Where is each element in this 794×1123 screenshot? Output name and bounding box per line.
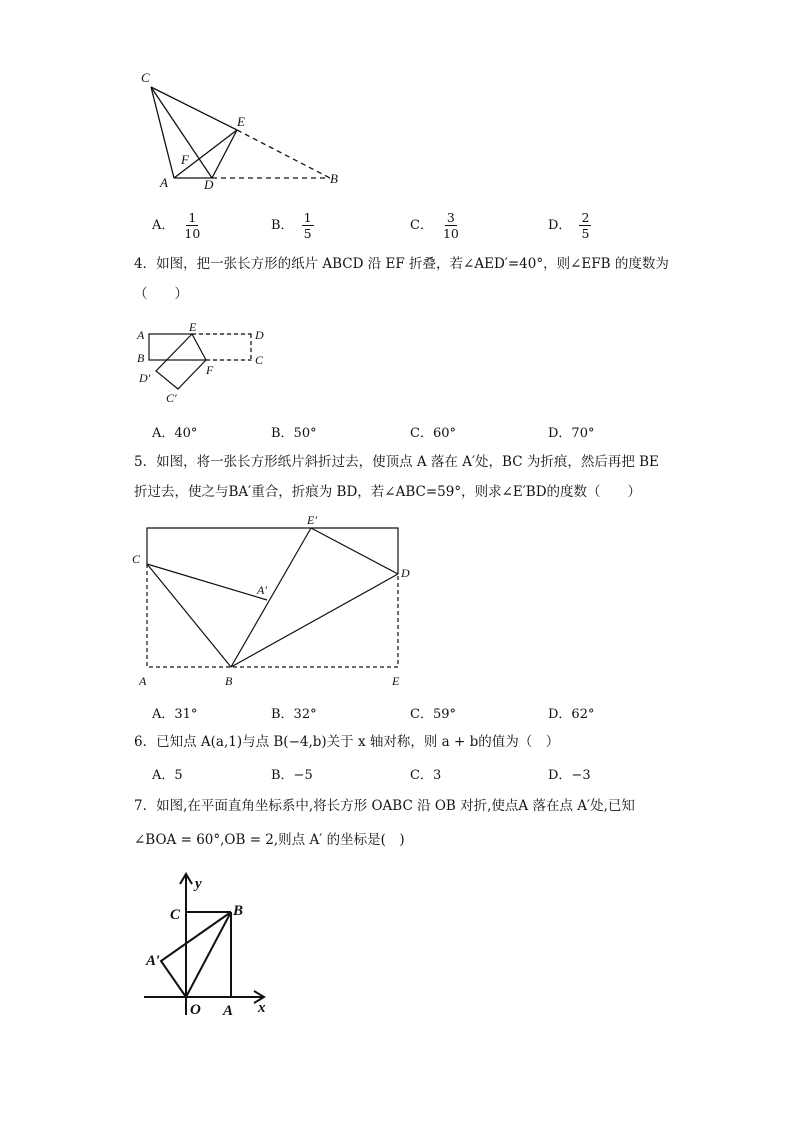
figure-q7: [138, 870, 278, 1020]
fraction: $\frac{3}{10}$: [442, 210, 459, 241]
label-E: E: [392, 674, 400, 688]
label-D: D: [255, 328, 264, 342]
q6-text-line1: 6．已知点 A(a,1)与点 B(−4,b)关于 x 轴对称，则 a + b的值为（ ）: [134, 734, 560, 750]
q5-text-line1: 5．如图，将一张长方形纸片斜折过去，使顶点 A 落在 A′处，BC 为折痕，然后再把 BE: [134, 454, 659, 470]
label-O: O: [190, 1002, 201, 1018]
label-A: A: [137, 328, 145, 342]
label-C-prime: C′: [166, 391, 177, 405]
q3-option-b[interactable]: B． $\frac{1}{5}$: [271, 210, 312, 241]
label-B: B: [225, 674, 233, 688]
q5-options: [152, 703, 772, 721]
label-D: D: [204, 177, 214, 191]
label-F: F: [181, 152, 189, 167]
q3-option-c[interactable]: C． $\frac{3}{10}$: [410, 210, 459, 241]
q5-option-d[interactable]: D．62°: [548, 707, 595, 722]
q5-option-a[interactable]: A．31°: [152, 707, 198, 722]
q6-option-b[interactable]: B．−5: [271, 768, 313, 783]
q4-options: [152, 422, 772, 440]
label-A: A: [223, 1003, 234, 1019]
label-B: B: [330, 171, 338, 186]
label-y: y: [195, 876, 202, 892]
label-A-prime: A′: [257, 583, 267, 597]
q4-option-c[interactable]: C．60°: [410, 426, 456, 441]
label-A-prime: A′: [146, 953, 161, 969]
fraction: $\frac{1}{10}$: [184, 210, 201, 241]
label-A: A: [139, 674, 147, 688]
label-D-prime: D′: [139, 371, 151, 385]
q7-text-line2: ∠BOA = 60°,OB = 2,则点 A′ 的坐标是( ): [134, 832, 405, 848]
q6-option-d[interactable]: D．−3: [548, 768, 591, 783]
label-B: B: [137, 351, 145, 365]
figure-q3: [130, 66, 350, 191]
q4-text-line2: （ ）: [134, 286, 188, 302]
q4-text-line1: 4．如图，把一张长方形的纸片 ABCD 沿 EF 折叠，若∠AED′=40°，则∠EFB 的度数为: [134, 256, 669, 272]
label-D: D: [401, 566, 410, 580]
label-C: C: [141, 70, 150, 85]
label-E-prime: E′: [307, 513, 317, 527]
label-A: A: [160, 175, 168, 190]
q3-option-d[interactable]: D． $\frac{2}{5}$: [548, 210, 590, 241]
label-x: x: [258, 1000, 266, 1016]
fraction: $\frac{1}{5}$: [303, 210, 312, 241]
q6-options: [152, 764, 772, 782]
label-C: C: [132, 552, 141, 566]
figure-q5: [128, 510, 418, 690]
label-E: E: [189, 322, 197, 334]
q5-text-line2: 折过去，使之与BA′重合，折痕为 BD，若∠ABC=59°，则求∠E′BD的度数（ ）: [134, 484, 642, 500]
q3-options: [152, 210, 772, 246]
label-C: C: [255, 353, 264, 367]
label-C: C: [170, 907, 181, 923]
q6-option-c[interactable]: C．3: [410, 768, 442, 783]
label-B: B: [233, 903, 244, 919]
fraction: $\frac{2}{5}$: [581, 210, 590, 241]
q5-option-b[interactable]: B．32°: [271, 707, 317, 722]
label-E: E: [237, 114, 245, 129]
q3-option-a[interactable]: A． $\frac{1}{10}$: [152, 210, 201, 241]
q6-option-a[interactable]: A．5: [152, 768, 183, 783]
q4-option-d[interactable]: D．70°: [548, 426, 595, 441]
q4-option-a[interactable]: A．40°: [152, 426, 198, 441]
q4-option-b[interactable]: B．50°: [271, 426, 317, 441]
figure-q4: [134, 322, 274, 410]
q7-text-line1: 7．如图,在平面直角坐标系中,将长方形 OABC 沿 OB 对折,使点A 落在点 A′处,已知: [134, 798, 635, 814]
label-F: F: [206, 363, 214, 377]
q5-option-c[interactable]: C．59°: [410, 707, 456, 722]
